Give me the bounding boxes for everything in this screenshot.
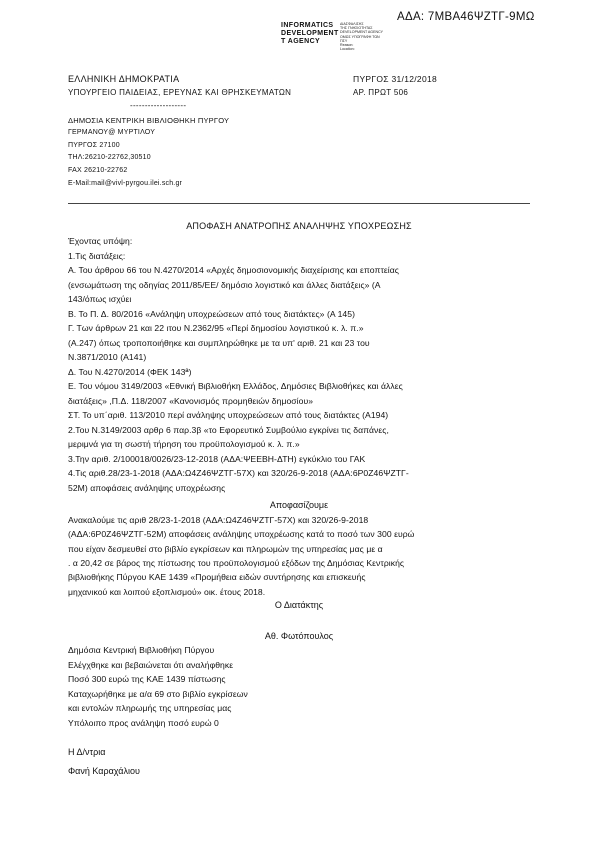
- director-role: Η Δ/ντρια: [68, 747, 106, 757]
- library-email: E-Mail:mail@vivl-pyrgou.ilei.sch.gr: [68, 180, 183, 187]
- fine-line: ΔΙΑΣΦΑΛΙΣΗΣ: [340, 22, 364, 26]
- body-line: διατάξεις» ,Π.Δ. 118/2007 «Κανονισμός προμηθειών δημοσίου»: [68, 395, 314, 406]
- body-line: (Α.247) όπως τροποποιήθηκε και συμπληρώθηκε με τα υπ' αριθ. 21 και 23 του: [68, 337, 370, 348]
- fine-line: ΟΜΩΣ ΥΠΟΓΡΑΦΗ ΤΩΝ: [340, 34, 380, 39]
- body-line: Ν.3871/2010 (Α141): [68, 352, 147, 362]
- decision-line: (ΑΔΑ:6Ρ0Ζ46ΨΖΤΓ-52Μ) αποφάσεις ανάληψης υποχρέωσης κατά το ποσό των 300 ευρώ: [68, 529, 415, 540]
- footer-line: Υπόλοιπο προς ανάληψη ποσό ευρώ 0: [68, 718, 219, 728]
- decision-line: που είχαν δεσμευθεί στο βιβλίο εγκρίσεων και πληρωμών της υπηρεσίας μας με α: [68, 543, 383, 554]
- signatory-role: Ο Διατάκτης: [274, 600, 324, 610]
- library-address: ΓΕΡΜΑΝΟΥ@ ΜΥΡΤΙΛΟΥ: [68, 129, 156, 136]
- footer-line: Καταχωρήθηκε με α/α 69 στο βιβλίο εγκρίσεων: [68, 688, 248, 699]
- decide-heading: Αποφασίζουμε: [269, 500, 329, 510]
- body-line: 52Μ) αποφάσεις ανάληψης υποχρέωσης: [68, 482, 226, 493]
- body-line: Α. Του άρθρου 66 του Ν.4270/2014 «Αρχές δημοσιονομικής διαχείρισης και εποπτείας: [68, 265, 399, 275]
- fine-line: ΤΗΣ ΓΝΗΣΙΟΤΗΤΑΣ: [340, 26, 373, 31]
- footer-line: Ελέγχθηκε και βεβαιώνεται ότι αναλήφθηκε: [68, 659, 234, 670]
- body-line: Δ. Του Ν.4270/2014 (ΦΕΚ 143ª): [68, 366, 192, 377]
- document-title: ΑΠΟΦΑΣΗ ΑΝΑΤΡΟΠΗΣ ΑΝΑΛΗΨΗΣ ΥΠΟΧΡΕΩΣΗΣ: [186, 221, 412, 231]
- body-line: 143/όπως ισχύει: [68, 294, 132, 304]
- place-date: ΠΥΡΓΟΣ 31/12/2018: [353, 74, 438, 84]
- logo-line: DEVELOPMENT: [281, 30, 339, 37]
- fine-line: Location:: [340, 47, 355, 52]
- body-line: 1.Τις διατάξεις:: [68, 250, 126, 261]
- republic-heading: ΕΛΛΗΝΙΚΗ ΔΗΜΟΚΡΑΤΙΑ: [68, 74, 180, 84]
- body-line: μεριμνά για τη σωστή τήρηση του προϋπολογισμού κ. λ. π.»: [68, 439, 300, 449]
- body-line: Έχοντας υπόψη:: [68, 236, 133, 246]
- fine-line: DEVELOPMENT AGENCY: [340, 30, 384, 35]
- library-postal: ΠΥΡΓΟΣ 27100: [68, 142, 120, 149]
- header-dashes: -------------------: [130, 101, 187, 110]
- body-line: Β. Το Π. Δ. 80/2016 «Ανάληψη υποχρεώσεων από τους διατάκτες» (Α 145): [68, 308, 355, 319]
- footer-line: Ποσό 300 ευρώ της ΚΑΕ 1439 πίστωσης: [68, 674, 226, 685]
- body-line: ΣΤ. Το υπ΄αριθ. 113/2010 περί ανάληψης υποχρεώσεων από τους διατάκτες (Α194): [68, 410, 389, 420]
- fine-line: ΠΣΥ: [340, 38, 348, 43]
- body-line: 4.Τις αριθ.28/23-1-2018 (ΑΔΑ:Ω4Ζ46ΨΖΤΓ-57Χ) και 320/26-9-2018 (ΑΔΑ:6Ρ0Ζ46ΨΖΤΓ-: [68, 468, 409, 478]
- decision-line: Ανακαλούμε τις αριθ 28/23-1-2018 (ΑΔΑ:Ω4Ζ46ΨΖΤΓ-57Χ) και 320/26-9-2018: [68, 515, 369, 525]
- logo-line: T AGENCY: [281, 38, 321, 45]
- signatory-name: Αθ. Φωτόπουλος: [264, 631, 334, 641]
- library-name: ΔΗΜΟΣΙΑ ΚΕΝΤΡΙΚΗ ΒΙΒΛΙΟΘΗΚΗ ΠΥΡΓΟΥ: [68, 116, 230, 125]
- body-line: 2.Του Ν.3149/2003 αρθρ 6 παρ.3β «το Εφορευτικό Συμβούλιο εγκρίνει τις δαπάνες,: [68, 424, 389, 435]
- body-line: Γ. Των άρθρων 21 και 22 ιτου Ν.2362/95 «Περί δημοσίου λογιστικού κ. λ. π.»: [68, 323, 364, 333]
- digital-signature-logo: [281, 22, 339, 46]
- footer-line: Δημόσια Κεντρική Βιβλιοθήκη Πύργου: [68, 645, 215, 655]
- library-fax: FAX 26210-22762: [68, 167, 128, 174]
- body-line: (ενσωμάτωση της οδηγίας 2011/85/ΕΕ/ δημόσιο λογιστικό και άλλες διατάξεις» (Α: [68, 279, 381, 290]
- signature-fine-print: [340, 22, 383, 51]
- fine-line: Reason:: [340, 43, 354, 48]
- body-line: 3.Την αριθ. 2/100018/0026/23-12-2018 (ΑΔΑ:ΨΕΕΒΗ-ΔΤΗ) εγκύκλιο του ΓΑΚ: [68, 453, 366, 464]
- library-phone: ΤΗΛ:26210-22762,30510: [68, 154, 151, 161]
- decision-line: . α 20,42 σε βάρος της πίστωσης του προϋπολογισμού εξόδων της Δημόσιας Κεντρικής: [68, 557, 405, 568]
- logo-line: INFORMATICS: [281, 22, 334, 29]
- body-line: Ε. Του νόμου 3149/2003 «Εθνική Βιβλιοθήκη Ελλάδος, Δημόσιες Βιβλιοθήκες και άλλες: [68, 381, 403, 391]
- header-divider: [68, 203, 530, 204]
- decision-line: βιβλιοθήκης Πύργου ΚΑΕ 1439 «Προμήθεια ειδών συντήρησης και επισκευής: [68, 572, 366, 583]
- ministry-heading: ΥΠΟΥΡΓΕΙΟ ΠΑΙΔΕΙΑΣ, ΕΡΕΥΝΑΣ ΚΑΙ ΘΡΗΣΚΕΥΜΑΤΩΝ: [68, 88, 292, 97]
- protocol-number: ΑΡ. ΠΡΩΤ 506: [353, 88, 409, 97]
- director-name: Φανή Καραχάλιου: [68, 766, 140, 776]
- ada-code: ΑΔΑ: 7ΜΒΑ46ΨΖΤΓ-9ΜΩ: [397, 11, 535, 23]
- decision-line: μηχανικού και λοιπού εξοπλισμού» οικ. έτους 2018.: [68, 586, 266, 597]
- footer-line: και εντολών πληρωμής της υπηρεσίας μας: [68, 703, 232, 714]
